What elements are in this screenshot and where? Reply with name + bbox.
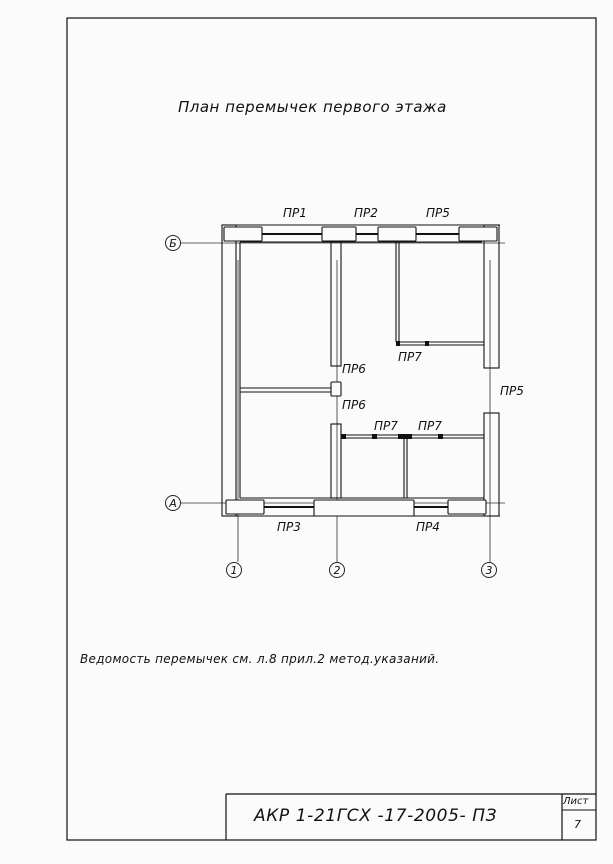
lintel-label-pr2: ПР2 bbox=[354, 206, 378, 220]
drawing-title: План перемычек первого этажа bbox=[178, 98, 447, 116]
lintel-label-pr6-lower: ПР6 bbox=[342, 398, 366, 412]
axis-marker-3: 3 bbox=[481, 562, 497, 578]
sheet-label: Лист bbox=[563, 796, 589, 807]
sheet-number: 7 bbox=[574, 818, 581, 831]
lintel-label-pr6-upper: ПР6 bbox=[342, 362, 366, 376]
lintel-label-pr5-right: ПР5 bbox=[500, 384, 524, 398]
axis-marker-1: 1 bbox=[226, 562, 242, 578]
lintel-schedule-note: Ведомость перемычек см. л.8 прил.2 метод.указаний. bbox=[80, 652, 440, 666]
axis-marker-b: Б bbox=[165, 235, 181, 251]
lintel-label-pr1: ПР1 bbox=[283, 206, 307, 220]
lintel-label-pr5-top: ПР5 bbox=[426, 206, 450, 220]
lintel-label-pr7-right: ПР7 bbox=[418, 419, 442, 433]
axis-marker-a: А bbox=[165, 495, 181, 511]
lintel-label-pr3: ПР3 bbox=[277, 520, 301, 534]
lintel-label-pr4: ПР4 bbox=[416, 520, 440, 534]
lintel-label-pr7-left: ПР7 bbox=[374, 419, 398, 433]
document-code: АКР 1-21ГСХ -17-2005- ПЗ bbox=[254, 806, 498, 826]
lintel-label-pr7-upper: ПР7 bbox=[398, 350, 422, 364]
axis-marker-2: 2 bbox=[329, 562, 345, 578]
